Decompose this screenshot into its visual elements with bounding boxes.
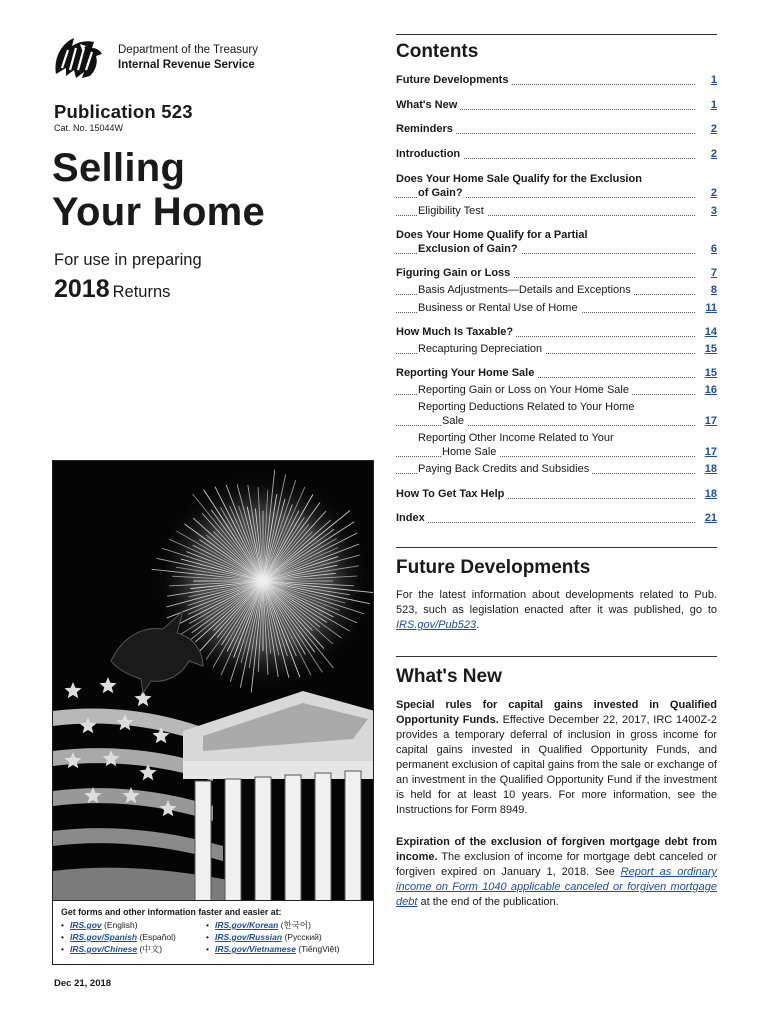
contents-heading: Contents <box>396 41 479 62</box>
irs-gov-chinese-link[interactable]: IRS.gov/Chinese <box>70 944 138 954</box>
agency-line-2: Internal Revenue Service <box>118 59 255 71</box>
toc-entry[interactable] <box>396 342 717 356</box>
toc-page-link[interactable]: 2 <box>707 122 717 136</box>
irs-gov-spanish-link[interactable]: IRS.gov/Spanish <box>70 932 138 942</box>
divider <box>396 34 717 35</box>
for-use-text: For use in preparing <box>54 251 202 269</box>
qof-lead: Special rules for capital gains invested in Qualified Opportunity Funds. <box>396 699 717 726</box>
toc-page-link[interactable]: 14 <box>701 325 717 339</box>
toc-entry[interactable] <box>396 325 717 339</box>
agency-line-1: Department of the Treasury <box>118 44 258 56</box>
toc-entry-label: Recapturing Depreciation <box>418 343 545 355</box>
toc-entry[interactable] <box>396 147 717 161</box>
toc-entry[interactable] <box>396 266 717 280</box>
toc-entry[interactable] <box>396 122 717 136</box>
toc-page-link[interactable]: 3 <box>707 204 717 218</box>
toc-entry[interactable] <box>396 301 717 315</box>
lang-label: (Español) <box>139 932 176 942</box>
info-box <box>53 900 373 964</box>
fd-end: . <box>476 619 480 631</box>
whats-new-qof-paragraph <box>396 698 717 818</box>
title-line-2: Your Home <box>52 190 266 234</box>
toc-page-link[interactable]: 16 <box>701 383 717 397</box>
divider <box>396 656 717 657</box>
fd-body: For the latest information about developments related to Pub. 523, such as legislation enacted after it was published, go to <box>396 589 717 616</box>
toc-entry[interactable] <box>396 242 717 256</box>
mortgage-body: The exclusion of income for mortgage debt canceled or forgiven expired on January 1, 2018. See <box>396 851 717 878</box>
toc-entry[interactable] <box>396 172 717 186</box>
toc-page-link[interactable]: 11 <box>701 301 717 315</box>
toc-entry-label: Does Your Home Qualify for a Partial <box>396 229 591 241</box>
toc-entry-label: Introduction <box>396 148 463 160</box>
cover-photo <box>52 460 374 965</box>
future-developments-text <box>396 588 717 633</box>
toc-entry-label: Reporting Deductions Related to Your Home <box>418 401 637 413</box>
divider <box>396 547 717 548</box>
toc-page-link[interactable]: 2 <box>707 186 717 200</box>
toc-entry-label: of Gain? <box>418 187 466 199</box>
toc-entry-label: How To Get Tax Help <box>396 488 507 500</box>
toc-entry[interactable] <box>396 445 717 459</box>
toc-entry-label: Reporting Your Home Sale <box>396 367 537 379</box>
toc-entry-label: Figuring Gain or Loss <box>396 267 513 279</box>
toc-page-link[interactable]: 18 <box>701 487 717 501</box>
irs-gov-korean-link[interactable]: IRS.gov/Korean <box>215 920 279 930</box>
toc-leader-dots <box>396 456 695 457</box>
toc-page-link[interactable]: 1 <box>707 98 717 112</box>
info-links-left: • IRS.gov (English) • IRS.gov/Spanish (Español) • IRS.gov/Chinese (中文) <box>61 920 176 954</box>
info-box-header: Get forms and other information faster and easier at: <box>61 907 282 917</box>
toc-entry-label: Exclusion of Gain? <box>418 243 521 255</box>
mortgage-end: at the end of the publication. <box>417 896 559 908</box>
whats-new-heading: What's New <box>396 666 502 687</box>
lang-label: (TiếngViệt) <box>298 944 340 954</box>
toc-page-link[interactable]: 18 <box>701 462 717 476</box>
toc-entry-label: Home Sale <box>442 446 499 458</box>
title-line-1: Selling <box>52 146 186 190</box>
toc-page-link[interactable]: 7 <box>707 266 717 280</box>
year-suffix: Returns <box>112 283 171 301</box>
toc-entry-label: How Much Is Taxable? <box>396 326 516 338</box>
toc-page-link[interactable]: 2 <box>707 147 717 161</box>
toc-entry[interactable] <box>396 431 717 445</box>
report-ordinary-income-link[interactable]: Report as ordinary income on Form 1040 applicable canceled or forgiven mortgage debt <box>396 866 717 908</box>
toc-page-link[interactable]: 21 <box>701 511 717 525</box>
toc-entry-label: Index <box>396 512 428 524</box>
toc-entry-label: Sale <box>442 415 467 427</box>
future-developments-heading: Future Developments <box>396 557 591 578</box>
toc-entry-label: Does Your Home Sale Qualify for the Exclusion <box>396 173 645 185</box>
toc-entry-label: Basis Adjustments—Details and Exceptions <box>418 284 634 296</box>
toc-entry[interactable] <box>396 487 717 501</box>
toc-entry[interactable] <box>396 400 717 414</box>
toc-entry[interactable] <box>396 383 717 397</box>
agency-name <box>118 43 258 73</box>
irs-gov-russian-link[interactable]: IRS.gov/Russian <box>215 932 283 942</box>
lang-label: (中文) <box>139 944 163 954</box>
toc-entry-label: Business or Rental Use of Home <box>418 302 581 314</box>
toc-entry[interactable] <box>396 462 717 476</box>
toc-page-link[interactable]: 15 <box>701 342 717 356</box>
toc-entry[interactable] <box>396 366 717 380</box>
irs-eagle-logo-icon <box>52 34 104 82</box>
toc-entry[interactable] <box>396 73 717 87</box>
toc-page-link[interactable]: 8 <box>707 283 717 297</box>
toc-page-link[interactable]: 6 <box>707 242 717 256</box>
toc-leader-dots <box>396 425 695 426</box>
irs-gov-vietnamese-link[interactable]: IRS.gov/Vietnamese <box>215 944 296 954</box>
publication-number: Publication 523 <box>54 101 193 122</box>
lang-label: (Pусский) <box>284 932 322 942</box>
qof-body: Effective December 22, 2017, IRC 1400Z-2 provides a temporary deferral of inclusion in gross income for capital gains invested in Qualified Opportunity Funds, and permanent exclusion of capital gains from the sale or exchange of an investment in the Qualified Opportunity Fund if the investment is held for at least 10 years. For more information, see the Instructions for Form 8949. <box>396 714 717 816</box>
irs-gov-pub523-link[interactable]: IRS.gov/Pub523 <box>396 619 477 631</box>
toc-entry-label: Paying Back Credits and Subsidies <box>418 463 592 475</box>
irs-gov-english-link[interactable]: IRS.gov <box>70 920 102 930</box>
info-links-right: • IRS.gov/Korean (한국어) • IRS.gov/Russian (Pусский) • IRS.gov/Vietnamese (TiếngViệt) <box>206 920 340 954</box>
lang-label: (한국어) <box>280 920 311 930</box>
toc-page-link[interactable]: 17 <box>701 445 717 459</box>
toc-entry[interactable] <box>396 283 717 297</box>
toc-entry[interactable] <box>396 228 717 242</box>
toc-entry[interactable] <box>396 511 717 525</box>
catalog-number: Cat. No. 15044W <box>54 123 124 133</box>
fireworks-flag-courthouse-image <box>53 461 374 902</box>
whats-new-mortgage-paragraph <box>396 835 717 910</box>
tax-year <box>54 275 170 304</box>
toc-entry-label: Reminders <box>396 123 456 135</box>
toc-leader-dots <box>396 522 695 523</box>
toc-page-link[interactable]: 1 <box>707 73 717 87</box>
toc-entry[interactable] <box>396 98 717 112</box>
toc-entry[interactable] <box>396 204 717 218</box>
toc-entry[interactable] <box>396 186 717 200</box>
lang-label: (English) <box>104 920 138 930</box>
toc-entry-label: Reporting Other Income Related to Your <box>418 432 617 444</box>
toc-entry-label: Eligibility Test <box>418 205 487 217</box>
mortgage-lead: Expiration of the exclusion of forgiven mortgage debt from income. <box>396 836 717 863</box>
publication-title <box>52 146 265 234</box>
toc-entry-label: What's New <box>396 99 460 111</box>
toc-page-link[interactable]: 17 <box>701 414 717 428</box>
toc-entry-label: Future Developments <box>396 74 511 86</box>
toc-page-link[interactable]: 15 <box>701 366 717 380</box>
year-number: 2018 <box>54 275 110 303</box>
publication-date: Dec 21, 2018 <box>54 978 112 989</box>
toc-entry-label: Reporting Gain or Loss on Your Home Sale <box>418 384 632 396</box>
toc-entry[interactable] <box>396 414 717 428</box>
